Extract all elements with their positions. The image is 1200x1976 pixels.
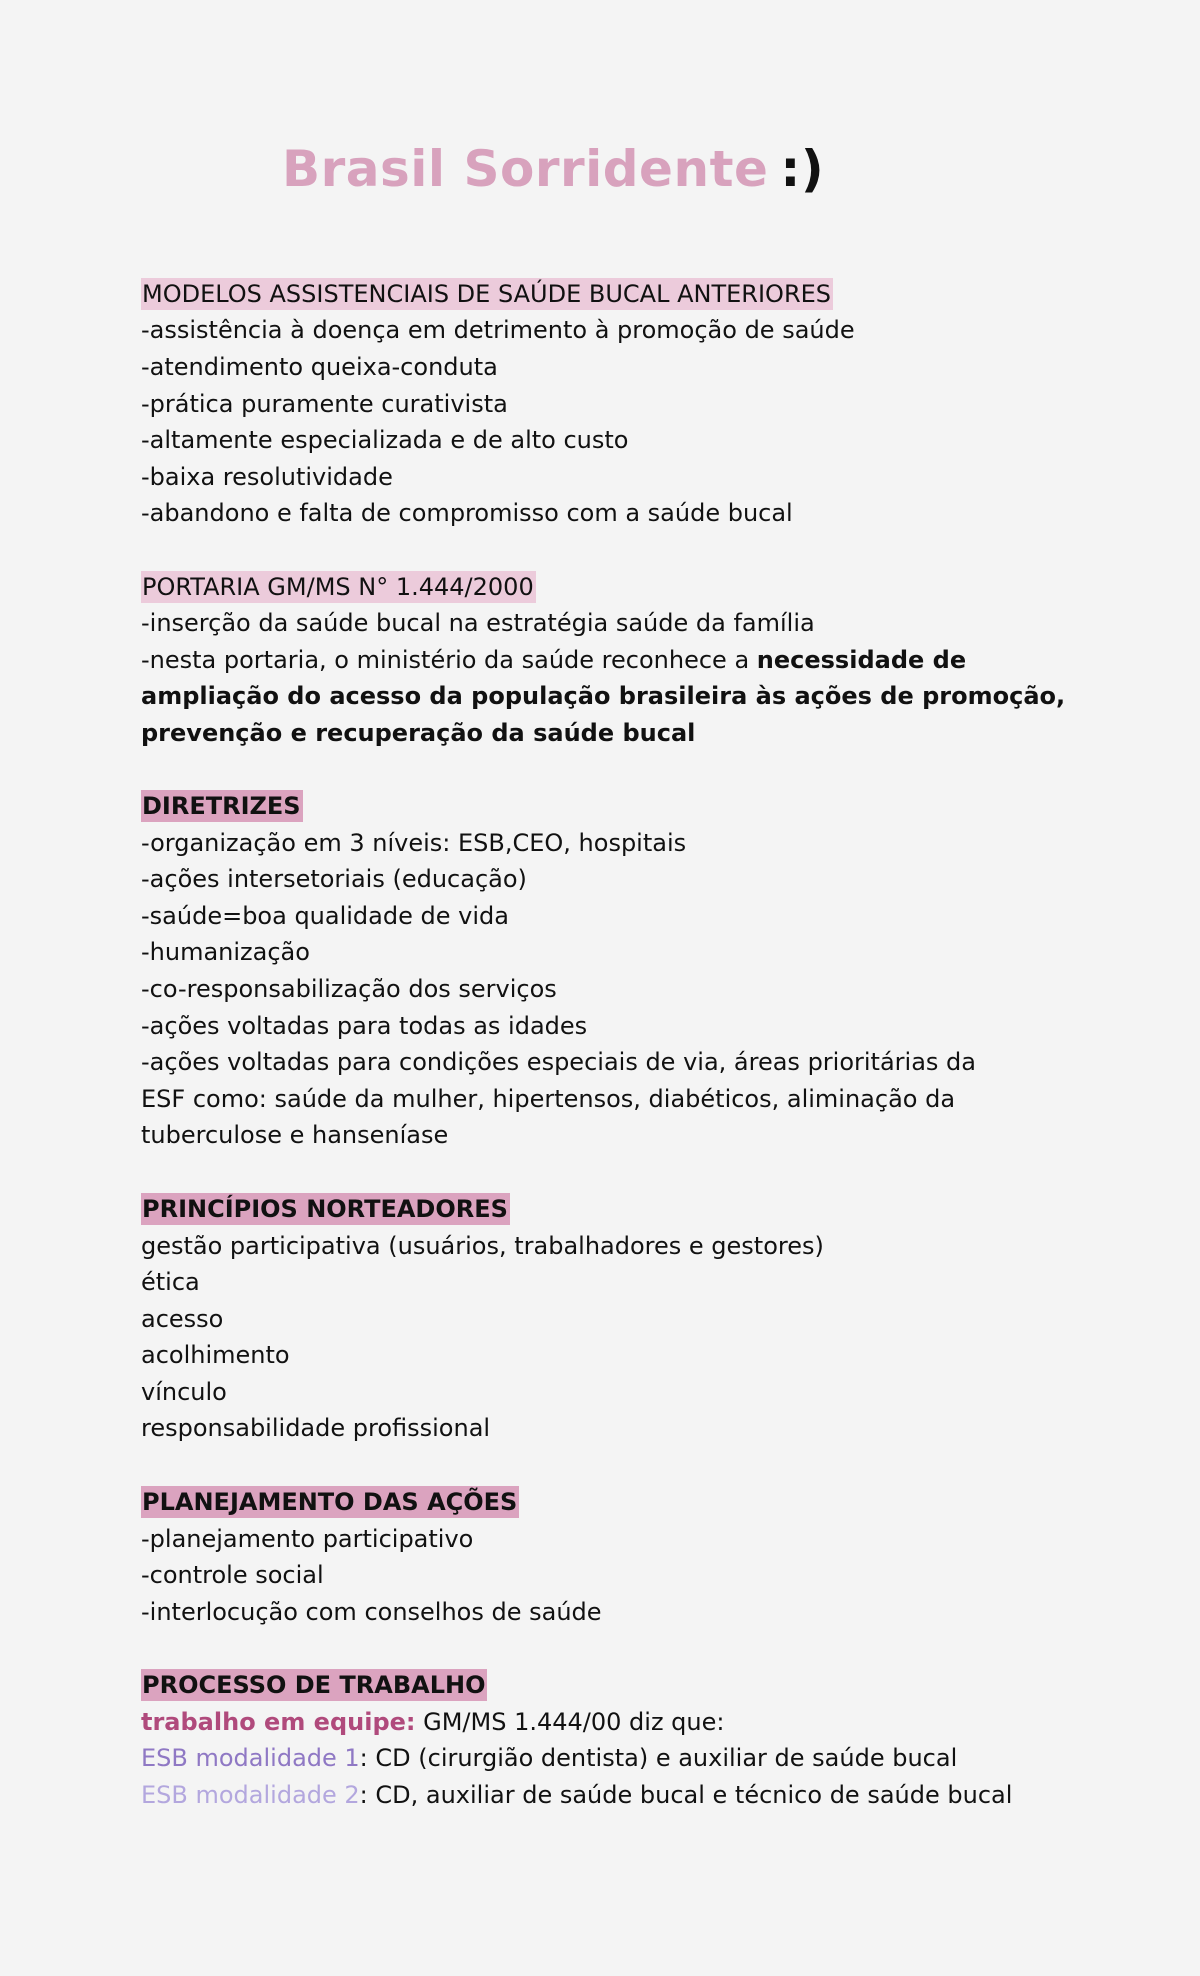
section-heading-portaria: PORTARIA GM/MS N° 1.444/2000 <box>142 573 534 601</box>
list-item: gestão participativa (usuários, trabalhadores e gestores) <box>141 1232 824 1260</box>
equipe-label: trabalho em equipe: <box>141 1708 416 1736</box>
section-heading-planejamento: PLANEJAMENTO DAS AÇÕES <box>142 1488 518 1516</box>
section-heading-diretrizes: DIRETRIZES <box>142 792 301 820</box>
list-item: responsabilidade profissional <box>141 1414 491 1442</box>
title-emoticon: :) <box>780 140 825 198</box>
list-item: ESB modalidade 2: CD, auxiliar de saúde bucal e técnico de saúde bucal <box>141 1781 1013 1809</box>
modalidade-2-label: ESB modalidade 2 <box>141 1781 360 1809</box>
list-item: acesso <box>141 1305 224 1333</box>
list-item: -baixa resolutividade <box>141 463 393 491</box>
list-item: -ações voltadas para todas as idades <box>141 1012 588 1040</box>
list-item: -saúde=boa qualidade de vida <box>141 902 509 930</box>
list-item: -controle social <box>141 1561 324 1589</box>
list-item: -co-responsabilização dos serviços <box>141 975 557 1003</box>
list-item: tuberculose e hanseníase <box>141 1121 449 1149</box>
page-title <box>282 140 824 198</box>
list-item: -nesta portaria, o ministério da saúde reconhece a necessidade de <box>141 646 967 674</box>
list-item: -prática puramente curativista <box>141 390 508 418</box>
list-item: ESF como: saúde da mulher, hipertensos, diabéticos, aliminação da <box>141 1085 956 1113</box>
list-item: -ações intersetoriais (educação) <box>141 865 527 893</box>
list-item: -organização em 3 níveis: ESB,CEO, hospitais <box>141 829 687 857</box>
list-item: ética <box>141 1268 200 1296</box>
section-heading-processo: PROCESSO DE TRABALHO <box>142 1671 486 1699</box>
list-item: -humanização <box>141 938 310 966</box>
list-item: -atendimento queixa-conduta <box>141 353 498 381</box>
list-item: -planejamento participativo <box>141 1525 474 1553</box>
list-item: prevenção e recuperação da saúde bucal <box>141 719 696 747</box>
list-item: -interlocução com conselhos de saúde <box>141 1598 602 1626</box>
list-item: -altamente especializada e de alto custo <box>141 426 629 454</box>
section-heading-modelos: MODELOS ASSISTENCIAIS DE SAÚDE BUCAL ANTERIORES <box>142 280 832 308</box>
list-item: acolhimento <box>141 1341 290 1369</box>
list-item: -assistência à doença em detrimento à promoção de saúde <box>141 316 855 344</box>
list-item: -inserção da saúde bucal na estratégia saúde da família <box>141 609 815 637</box>
modalidade-1-label: ESB modalidade 1 <box>141 1744 360 1772</box>
list-item: -abandono e falta de compromisso com a saúde bucal <box>141 499 793 527</box>
list-item: vínculo <box>141 1378 227 1406</box>
list-item: -ações voltadas para condições especiais de via, áreas prioritárias da <box>141 1048 976 1076</box>
title-main: Brasil Sorridente <box>282 140 769 198</box>
list-item: ampliação do acesso da população brasileira às ações de promoção, <box>141 682 1066 710</box>
list-item: trabalho em equipe: GM/MS 1.444/00 diz que: <box>141 1708 725 1736</box>
section-heading-principios: PRINCÍPIOS NORTEADORES <box>142 1195 508 1223</box>
list-item: ESB modalidade 1: CD (cirurgião dentista) e auxiliar de saúde bucal <box>141 1744 958 1772</box>
